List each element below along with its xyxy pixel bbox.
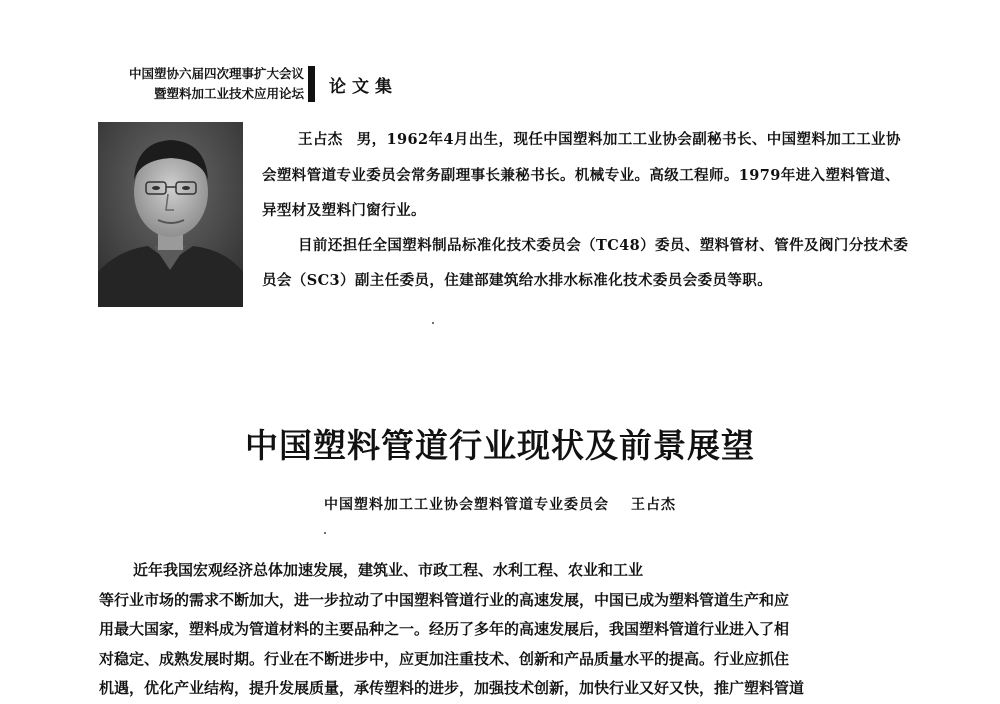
conference-line-1: 中国塑协六届四次理事扩大会议 (128, 66, 304, 81)
scan-speck (432, 322, 434, 324)
conference-header (96, 64, 304, 104)
article-byline (0, 494, 1000, 514)
bio-paragraph-1-text: 男，1962年4月出生，现任中国塑料加工工业协会副秘书长、中国塑料加工工业协会塑料管道专业委员会常务副理事长兼秘书长。机械专业。高级工程师。1979年进入塑料管道、异型材及塑料门窗行业。 (262, 131, 901, 219)
byline-organization: 中国塑料加工工业协会塑料管道专业委员会 (324, 497, 609, 513)
author-portrait-photo (98, 122, 243, 307)
body-line: 用最大国家，塑料成为管道材料的主要品种之一。经历了多年的高速发展后，我国塑料管道行业进入了相 (99, 620, 790, 638)
body-line: 等行业市场的需求不断加大，进一步拉动了中国塑料管道行业的高速发展，中国已成为塑料管道生产和应 (99, 590, 790, 609)
article-body (99, 556, 917, 704)
bio-paragraph-1 (262, 122, 914, 228)
portrait-image (98, 122, 243, 307)
section-title: 论文集 (329, 77, 398, 97)
body-line: 对稳定、成熟发展时期。行业在不断进步中，应更加注重技术、创新和产品质量水平的提高。行业应抓住 (99, 649, 790, 668)
article-title: 中国塑料管道行业现状及前景展望 (245, 426, 755, 465)
header-divider-bar (308, 66, 315, 102)
bio-paragraph-2: 目前还担任全国塑料制品标准化技术委员会（TC48）委员、塑料管材、管件及阀门分技术委员会（SC3）副主任委员，住建部建筑给水排水标准化技术委员会委员等职。 (262, 237, 909, 289)
byline-author: 王占杰 (631, 497, 676, 513)
body-line: 近年我国宏观经济总体加速发展，建筑业、市政工程、水利工程、农业和工业 (133, 561, 644, 579)
bio-author-name: 王占杰 (298, 132, 343, 148)
scan-speck (324, 532, 326, 534)
conference-line-2: 暨塑料加工业技术应用论坛 (153, 86, 304, 101)
body-line: 机遇，优化产业结构，提升发展质量，承传塑料的进步，加强技术创新，加快行业又好又快，推广塑料管道 (99, 679, 805, 697)
author-bio (262, 122, 914, 298)
